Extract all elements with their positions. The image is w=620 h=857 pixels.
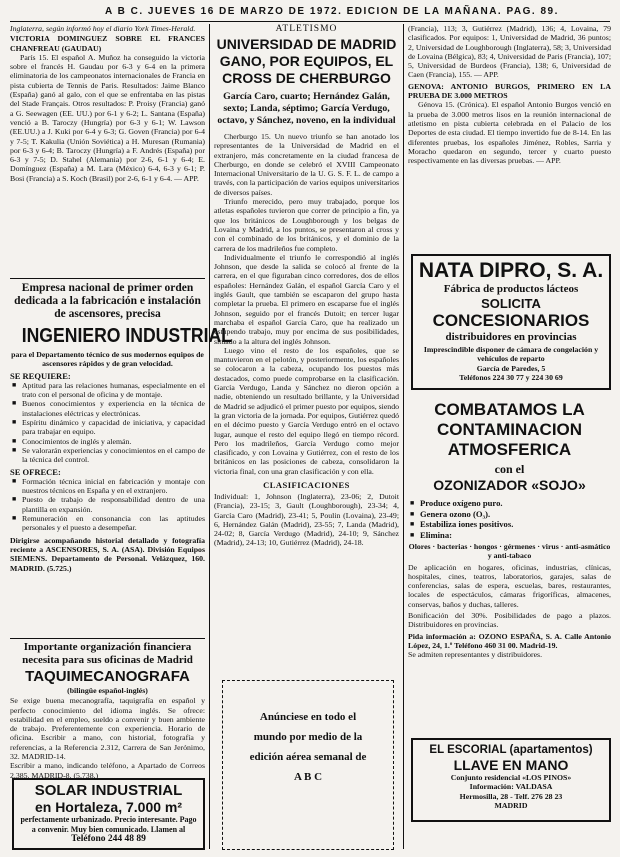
ad-nata-line3: CONCESIONARIOS [432, 311, 590, 330]
tennis-headline: VICTORIA DOMINGUEZ SOBRE EL FRANCES CHANFREAU (GAUDAU) [10, 34, 205, 53]
ad-taqui-intro: Importante organización financiera necesita para sus oficinas de Madrid [22, 641, 193, 666]
ad-ozono-elim: Olores · bacterias · hongos · gérmenes · virus · anti-asmático y anti-tabaco [408, 542, 611, 561]
ad-taquimecanografa [10, 641, 205, 780]
ad-escorial-line3: Conjunto residencial «LOS PINOS» [450, 773, 572, 782]
article-deck: García Caro, cuarto; Hernández Galán, sexto; Landa, séptimo; García Verdugo, octavo, y Sánchez, noveno, en la individual [217, 91, 396, 126]
ad-nata-line2: SOLICITA [481, 296, 541, 311]
col2-article [214, 24, 399, 672]
ad-solar-phone: Teléfono 244 48 89 [71, 834, 146, 844]
ad-ozono-note: Se admiten representantes y distribuidores. [408, 650, 543, 660]
list-item: ■ Formación técnica inicial en fabricación y montaje con nuestros técnicos en España y en el extranjero. [10, 477, 205, 496]
ad-edicion-aerea [222, 680, 394, 850]
ad-ozono-promo: Bonificación del 30%. Posibilidades de pago a plazos. Distribuidores en provincias. [408, 611, 611, 630]
ad-ingeniero-req-list [10, 381, 205, 465]
col3-top-text: (Francia), 113; 3, Gutiérrez (Madrid), 136; 4, Lovaina, 79 clasificados. Por equipos: 1, Universidad de Madrid, 36 puntos; 2, Universidad de Loughborough (Inglaterra), 58; 3, Universidad de Lovaina (Bélgica), 83; 4, Universidad de Paris (Francia), 107; 5, Universidad de Burdeos (Francia), 138; 6, Universidad de Caen (Francia), 155. — APP. [408, 24, 611, 80]
column-divider [403, 24, 404, 849]
list-item: ■ Estabiliza iones positivos. [408, 519, 611, 530]
column-divider [209, 24, 210, 849]
ad-ingeniero-title: INGENIERO INDUSTRIAL [21, 325, 232, 347]
ad-escorial-line6: MADRID [494, 800, 528, 810]
ad-solar-title: SOLAR INDUSTRIAL [34, 782, 183, 799]
ad-escorial-line2: LLAVE EN MANO [453, 757, 569, 773]
ad-taqui-addr: Escribir a mano, indicando teléfono, a Apartado de Correos 2.385. MADRID-8. (5.738.) [10, 761, 205, 780]
list-item: ■ Espíritu dinámico y capacidad de iniciativa, y capacidad para trabajar en equipo. [10, 418, 205, 437]
col3-news [408, 24, 611, 250]
list-item: ■ Puesto de trabajo de responsabilidad dentro de una plantilla en expansión. [10, 495, 205, 514]
article-paragraph: Cherburgo 15. Un nuevo triunfo se han anotado los representantes de la Universidad de Madrid en el extranjero, más concretamente en la ciudad francesa de Cherburgo, en donde se celebró el XVIII Campeonato Internacional Universitario de la U. G. S. F. L. de campo a través, con la participación de varios equipos universitarios de diversos países. [214, 132, 399, 197]
ad-nata-line5: Imprescindible disponer de cámara de congelación y vehículos de reparto [423, 345, 599, 364]
col1-top-text: Inglaterra, según informó hoy el diario York Times-Herald. [10, 24, 196, 33]
article-headline: UNIVERSIDAD DE MADRID GANO, POR EQUIPOS, EL CROSS DE CHERBURGO [216, 36, 397, 86]
ad-ingeniero-req-head: SE REQUIERE: [10, 370, 71, 381]
ad-taqui-body: Se exige buena mecanografía, taquigrafía en español y perfecto conocimiento del idioma inglés. Se ofrece: estabilidad en el empleo, sueldo a convenir y buen ambiente de trabajo. Preferentemente con experiencia. Horario de oficina. Escribir a mano, con historial, fotografía y referencias, a la Referencia 2.312, Carrera de San Jerónimo, 32. MADRID-14. [10, 696, 205, 762]
ad-nata-line7: Teléfonos 224 30 77 y 224 30 69 [459, 372, 563, 382]
ad-nata-line6: García de Paredes, 5 [476, 363, 546, 373]
ad-escorial-line4: Información: VALDASA [469, 782, 553, 792]
classification-head: CLASIFICACIONES [263, 479, 350, 490]
ad-escorial-title: EL ESCORIAL (apartamentos) [429, 744, 593, 756]
list-item: ■ Remuneración en consonancia con las aptitudes personales y el puesto a desempeñar. [10, 514, 205, 533]
ad-ingeniero-intro: Empresa nacional de primer orden dedicada a la fabricación e instalación de ascensores, precisa [14, 282, 201, 320]
header-rule [10, 21, 610, 22]
ad-nata-dipro [411, 254, 611, 390]
ad-el-escorial [411, 738, 611, 822]
ad-ozono-brand: OZONIZADOR «SOJO» [433, 477, 586, 493]
ad-ozono-contact: Pida información a: OZONO ESPAÑA, S. A. Calle Antonio López, 24, 1.º Teléfono 460 31 00. Madrid-19. [408, 631, 611, 650]
ad-solar-industrial [12, 778, 205, 850]
ad-ingeniero-sub: para el Departamento técnico de sus modernos equipos de ascensores rápidos y de gran velocidad. [11, 350, 204, 369]
ad-ozono-bullets [408, 498, 611, 540]
ad-ozono-title: COMBATAMOS LA CONTAMINACION ATMOSFERICA [434, 400, 585, 459]
list-item: ■ Produce oxígeno puro. [408, 498, 611, 509]
ad-taqui-title: TAQUIMECANOGRAFA [25, 668, 190, 685]
genova-body: Génova 15. (Crónica). El español Antonio Burgos venció en la prueba de 3.000 metros lisos en la reunión internacional de atletismo en pista cubierta celebrada en el Palacio de los Deportes de esta ciudad. El tiempo invertido fue de 8-14. En las diferentes pruebas, los españoles Jiménez, Robles, Sarria y Moracho quedaron en segundo, tercer y cuarto puesto respectivamente en las diversas pruebas. — APP. [408, 100, 611, 166]
ad-solar-body: perfectamente urbanizado. Precio interesante. Pago a convenir. Muy bien comunicado. Llamen al [20, 815, 197, 834]
ad-nata-line1: Fábrica de productos lácteos [443, 283, 579, 295]
list-item: ■ Genera ozono (O₃). [408, 509, 611, 520]
article-paragraph: Triunfo merecido, pero muy trabajado, porque los atletas españoles tuvieron que correr de principio a fin, ya que los británicos de Loughborough y los belgas de Lovaina y Madrid, a los puntos, se presentaron al cross y con el combinado de los británicos, y el dominio de la carrera de los madrileños fue completo. [214, 197, 399, 253]
list-item: ■ Se valorarán experiencias y conocimientos en el campo de la técnica del control. [10, 446, 205, 465]
ad-edicion-copy: Anúnciese en todo el mundo por medio de la edición aérea semanal de A B C [249, 711, 367, 783]
ad-divider [10, 638, 205, 639]
ad-ozono-with: con el [494, 462, 525, 476]
ad-ingeniero-contact: Dirigirse acompañando historial detallado y fotografía reciente a ASCENSORES, S. A. (ASA). División Equipos SIEMENS. Departamento de Personal. Velázquez, 160. MADRID. (5.725.) [10, 535, 205, 573]
col1-news [10, 24, 205, 276]
ad-ozono-body: De aplicación en hogares, oficinas, industrias, clínicas, hospitales, cines, teatros, laboratorios, garajes, salas de conferencias, salas de espera, escuelas, bares, restaurantes, locales de espectáculos, cámaras frigoríficas, almacenes, conservas, baños y duchas, talleres. [408, 562, 611, 609]
genova-headline: GENOVA: ANTONIO BURGOS, PRIMERO EN LA PRUEBA DE 3.000 METROS [408, 81, 611, 101]
list-item: ■ Buenos conocimientos y experiencia en la técnica de instalaciones eléctricas y electrónicas. [10, 399, 205, 418]
section-label: ATLETISMO [275, 24, 338, 34]
ad-taqui-sub: (bilingüe español-inglés) [67, 686, 148, 695]
article-paragraph: Individualmente el triunfo le correspondió al inglés Johnson, que desde la salida se colocó al frente de la carrera, en el que figuraban cinco corredores, dos de ellos españoles: Hernández Galán, el español García Caro y el inglés Gault, que también se escaparon del grupo hasta completar la prueba. El primero en escaparse fue el inglés Johnson, seguido por el francés Dutoit; en tercer lugar marchaba el español García Caro, que ha realizado un estupendo trabajo, muy por encima de sus posibilidades, situado a la altura del inglés Johnson. [214, 252, 399, 346]
list-item: ■ Conocimientos de inglés y alemán. [10, 437, 205, 446]
list-item: ■ Elimina: [408, 530, 611, 541]
page-header: A B C. JUEVES 16 DE MARZO DE 1972. EDICION DE LA MAÑANA. PAG. 89. [105, 6, 559, 17]
ad-ozonizador [408, 396, 611, 726]
tennis-body: París 15. El español A. Muñoz ha conseguido la victoria sobre el francés H. Gaudau por 6-3 y 6-4 en la primera eliminatoria de los campeonatos internacionales de Francia en pista cubierta de Tennis de Paris. Resultados: Jaime Blanco (España) ganó al galo, con el que se enfrentaba en las pistas del Stade Français. Otros resultados: P. Proisy (Francia) ganó a G. Seewagen (EE. UU.) por 6-1 y 6-2; L. Santana (España) venció a B. Taroczy (Hungría) por 6-3 y 6-1; W. Lawson (EE.UU.) a J. Kuki por 6-4 y 6-3; G. Goven (Francia) por 6-4 y 7-5; T. Kakulia (Unión Soviética) a H. Muresan (Rumania) por 6-3 y 6-4; B. Taroczy (Hungría) a F. Andrés (España) por 6-3 y 7-5; D. Stahel (Alemania) por 2-6, 6-1 y 6-4; E. Domínguez (España) a M. Lara (México) 6-4, 6-3 y 6-1; P. Bosi (Francia) a S. Koch (Brasil) por 2-6, 6-1 y 6-4. — APP. [10, 52, 205, 183]
ad-edicion-text [249, 707, 367, 787]
ad-solar-line2: en Hortaleza, 7.000 m² [34, 799, 183, 815]
ad-nata-line4: distribuidores en provincias [445, 331, 577, 343]
article-paragraph: Luego vino el resto de los españoles, que se mantuvieron en el pelotón, y posteriormente, los españoles se colocaron a la cabeza, ocupando los puestos más destacados, como puede comprobarse en la clasificación. García Verdugo, Landa y Sánchez no dieron opción a nadie, obteniendo un resultado brillante, y la Universidad de Madrid se adjudicó el primer puesto por equipos, siendo la gran victoria de la jornada. Por equipos, Gutiérrez quedó en el décimo puesto y García Verdugo entró en el octavo lugar, aunque el resto del equipo llegó en tiempo récord. Pero los madrileños, García Verdugo como mejor clasificado, y con Lovaina y Gutiérrez, con el resto de los británicos en las posiciones de cabeza, consolidaron la victoria final, con una gran clasificación y con ella. [214, 345, 399, 476]
ad-nata-title: NATA DIPRO, S. A. [418, 259, 604, 282]
ad-ingeniero-offer-head: SE OFRECE: [10, 466, 61, 477]
ad-divider [10, 278, 205, 279]
ad-ingeniero [10, 282, 232, 636]
classification-body: Individual: 1, Johnson (Inglaterra), 23-06; 2, Dutoit (Francia), 23-15; 3, Gault (Loughborough), 23-34; 4, García Caro (Madrid), 23-41; 5, Poulin (Lovaina), 23-49; 6, Hernández Galán (Madrid), 23-55; 7, Landa (Madrid), 24-02; 8, García Verdugo (Madrid), 24-10; 9, Sánchez (Madrid), 24-13; 10, Gutiérrez (Madrid), 24-18. [214, 491, 399, 548]
ad-ingeniero-offer-list [10, 477, 205, 533]
list-item: ■ Aptitud para las relaciones humanas, especialmente en el trato con el personal de oficina y de montaje. [10, 381, 205, 400]
ad-escorial-line5: Hermosilla, 28 - Telf. 276 28 23 [459, 791, 563, 801]
